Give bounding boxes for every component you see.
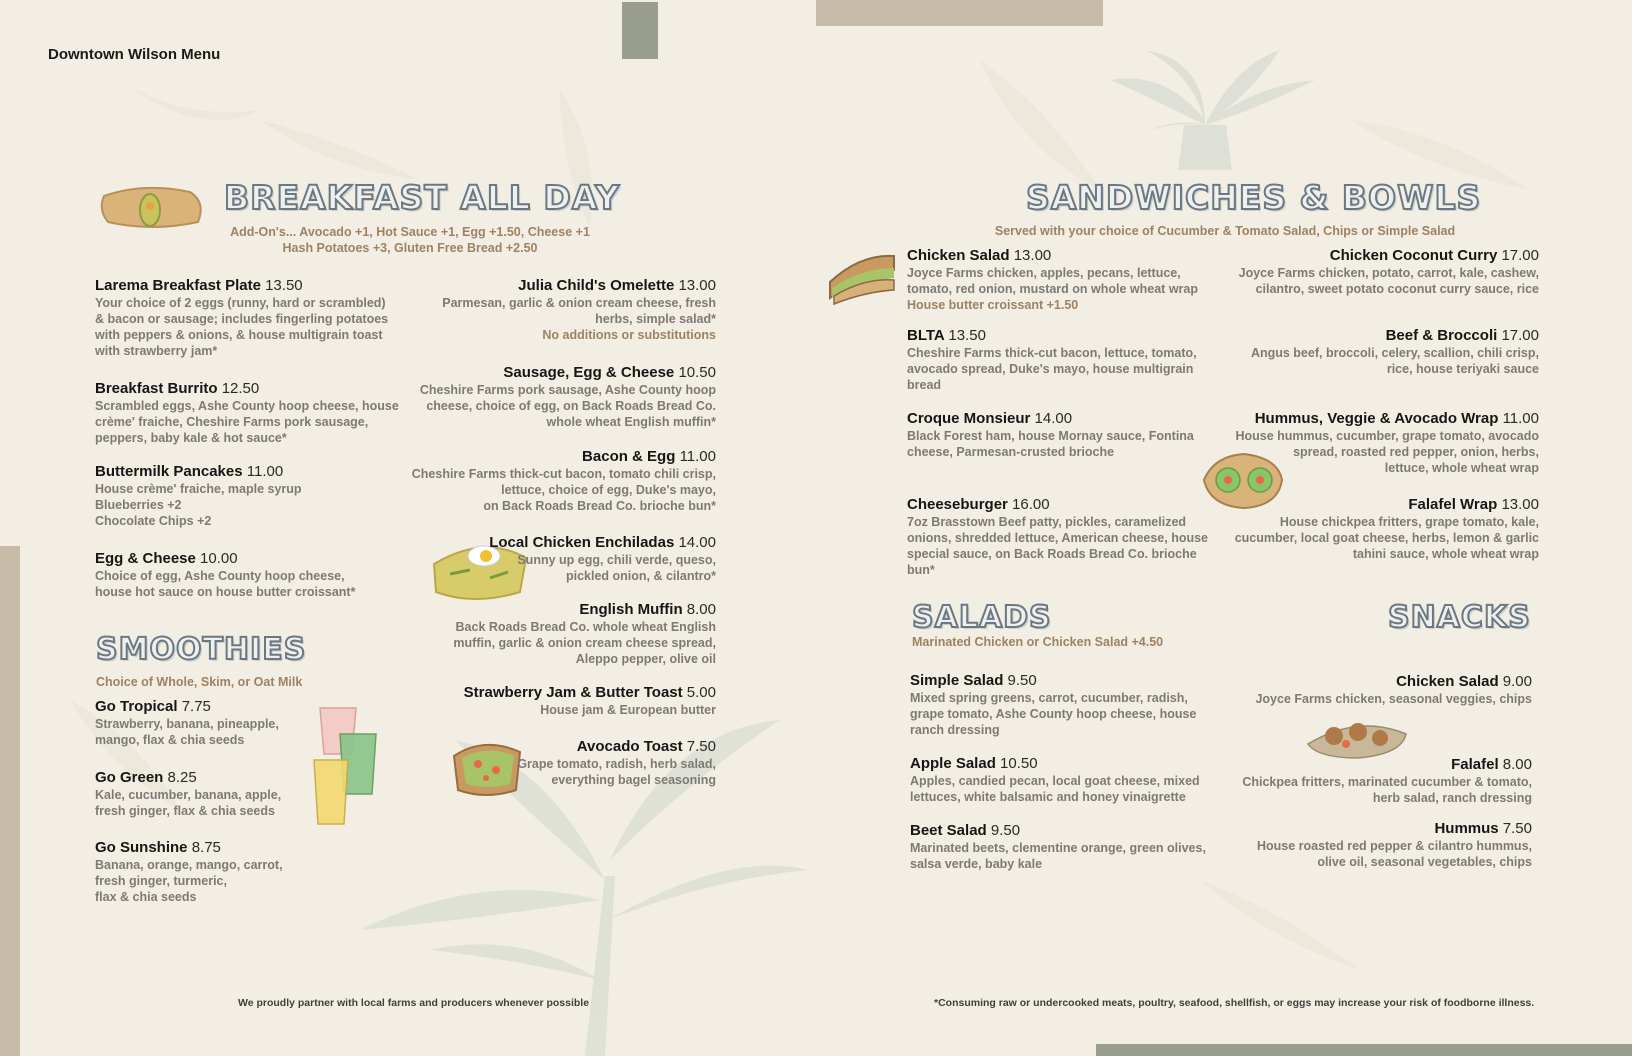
item-price: 10.50 (678, 364, 716, 381)
deco-bar-tan-top (816, 0, 1103, 26)
item-description: Choice of egg, Ashe County hoop cheese, (95, 569, 345, 583)
item-price: 17.00 (1501, 327, 1539, 344)
item-name (95, 380, 415, 398)
item-price: 8.00 (686, 601, 716, 618)
item-title: Falafel (1451, 756, 1503, 773)
item-name (95, 769, 325, 787)
item-title: Hummus, Veggie & Avocado Wrap (1254, 410, 1503, 427)
item-price: 8.00 (1502, 756, 1532, 773)
breakfast-addons-line: Add-On's... Avocado +1, Hot Sauce +1, Egg +1.50, Cheese +1 (230, 225, 590, 239)
item-description: salsa verde, baby kale (910, 857, 1043, 871)
item-description: 7oz Brasstown Beef patty, pickles, caramelized (907, 515, 1187, 529)
item-title: Hummus (1434, 820, 1503, 837)
item-name (1226, 496, 1539, 514)
item-title: Beef & Broccoli (1385, 327, 1502, 344)
item-description: Chickpea fritters, marinated cucumber & tomato, (1242, 775, 1532, 789)
breakfast-addons (206, 224, 614, 256)
menu-item (95, 698, 325, 748)
item-price: 11.00 (1502, 410, 1539, 427)
menu-item (907, 410, 1217, 460)
item-name (907, 327, 1217, 345)
item-price: 13.00 (678, 277, 716, 294)
item-name (95, 550, 415, 568)
menu-item (907, 247, 1217, 313)
item-description: Cheshire Farms thick-cut bacon, lettuce, tomato, (907, 346, 1197, 360)
item-title: Julia Child's Omelette (518, 277, 679, 294)
item-description: crème' fraiche, Cheshire Farms pork sausage, (95, 415, 369, 429)
menu-item (95, 550, 415, 600)
item-description: House chickpea fritters, grape tomato, kale, (1279, 515, 1539, 529)
item-name (1226, 820, 1532, 838)
item-name (95, 839, 325, 857)
item-note: No additions or substitutions (542, 328, 716, 342)
menu-item (396, 448, 716, 514)
item-price: 9.50 (990, 822, 1021, 839)
item-price: 9.00 (1502, 673, 1532, 690)
item-name (1226, 410, 1539, 428)
item-title: English Muffin (579, 601, 687, 618)
menu-item (396, 684, 716, 718)
item-title: Chicken Coconut Curry (1329, 247, 1502, 264)
item-description: Apples, candied pecan, local goat cheese, mixed (910, 774, 1200, 788)
item-description: olive oil, seasonal vegetables, chips (1317, 855, 1532, 869)
item-description: tomato, red onion, mustard on whole wheat wrap (907, 282, 1198, 296)
item-title: Chicken Salad (1396, 673, 1503, 690)
item-description: Angus beef, broccoli, celery, scallion, chili crisp, (1250, 346, 1539, 360)
item-description: special sauce, on Back Roads Bread Co. brioche (907, 547, 1197, 561)
menu-item (396, 364, 716, 430)
item-name (396, 601, 716, 619)
item-name (95, 698, 325, 716)
item-description: Aleppo pepper, olive oil (575, 652, 716, 666)
item-name (1226, 673, 1532, 691)
item-description: lettuce, choice of egg, Duke's mayo, (501, 483, 716, 497)
item-title: Go Sunshine (95, 839, 192, 856)
item-name (396, 364, 716, 382)
item-name (1226, 247, 1539, 265)
item-description: everything bagel seasoning (551, 773, 716, 787)
item-name (396, 684, 716, 702)
menu-item (1226, 410, 1539, 476)
item-title: Chicken Salad (907, 247, 1014, 264)
breakfast-title: BREAKFAST ALL DAY (224, 178, 621, 217)
item-price: 5.00 (686, 684, 716, 701)
item-title: Croque Monsieur (907, 410, 1035, 427)
item-description: with strawberry jam* (95, 344, 218, 358)
item-title: Go Tropical (95, 698, 182, 715)
item-price: 11.00 (246, 463, 284, 480)
item-description: Joyce Farms chicken, apples, pecans, lettuce, (907, 266, 1181, 280)
item-description: herbs, simple salad* (595, 312, 716, 326)
item-note: House butter croissant +1.50 (907, 298, 1079, 312)
item-name (1226, 327, 1539, 345)
item-title: Go Green (95, 769, 168, 786)
item-price: 7.75 (181, 698, 211, 715)
menu-item (95, 839, 325, 905)
item-description: pickled onion, & cilantro* (565, 569, 716, 583)
sandwich-illustration (826, 252, 898, 308)
item-description: House hummus, cucumber, grape tomato, avocado (1235, 429, 1539, 443)
item-title: Egg & Cheese (95, 550, 201, 567)
item-price: 12.50 (221, 380, 260, 397)
menu-item (396, 277, 716, 343)
menu-item (95, 463, 415, 529)
item-description: spread, roasted red pepper, onion, herbs, (1293, 445, 1539, 459)
item-description: lettuces, white balsamic and honey vinaigrette (910, 790, 1186, 804)
footer-right: *Consuming raw or undercooked meats, poultry, seafood, shellfish, or eggs may increase your risk of foodborne illness. (934, 997, 1535, 1009)
smoothies-title: SMOOTHIES (96, 632, 307, 667)
item-description: Joyce Farms chicken, potato, carrot, kale, cashew, (1238, 266, 1539, 280)
item-price: 14.00 (678, 534, 716, 551)
item-price: 13.50 (265, 277, 303, 294)
menu-item (1226, 673, 1532, 707)
item-title: Apple Salad (910, 755, 1001, 772)
item-description: peppers, baby kale & hot sauce* (95, 431, 287, 445)
item-description: House jam & European butter (540, 703, 716, 717)
item-name (95, 463, 415, 481)
item-description: house hot sauce on house butter croissant* (95, 585, 356, 599)
item-description: bun* (907, 563, 935, 577)
item-description: with peppers & onions, & house multigrain toast (95, 328, 383, 342)
item-price: 16.00 (1012, 496, 1050, 513)
menu-item (396, 534, 716, 584)
menu-item (1226, 496, 1539, 562)
item-description: Banana, orange, mango, carrot, (95, 858, 283, 872)
item-price: 9.50 (1007, 672, 1037, 689)
item-description: House roasted red pepper & cilantro hummus, (1256, 839, 1532, 853)
deco-bar-sage-bottom (1096, 1044, 1632, 1056)
item-name (910, 822, 1220, 840)
item-price: 13.50 (948, 327, 986, 344)
item-price: 10.00 (200, 550, 238, 567)
item-description: whole wheat English muffin* (546, 415, 716, 429)
item-description: Parmesan, garlic & onion cream cheese, fresh (442, 296, 716, 310)
item-description: Chocolate Chips +2 (95, 514, 212, 528)
item-title: Cheeseburger (907, 496, 1013, 513)
menu-item (910, 822, 1220, 872)
item-title: BLTA (907, 327, 949, 344)
menu-title: Downtown Wilson Menu (48, 46, 221, 63)
item-title: Buttermilk Pancakes (95, 463, 247, 480)
item-description: lettuce, whole wheat wrap (1384, 461, 1539, 475)
item-description: Joyce Farms chicken, seasonal veggies, chips (1255, 692, 1532, 706)
item-title: Breakfast Burrito (95, 380, 222, 397)
item-name (910, 672, 1220, 690)
item-description: Scrambled eggs, Ashe County hoop cheese, house (95, 399, 399, 413)
item-description: on Back Roads Bread Co. brioche bun* (483, 499, 716, 513)
sandwiches-title: SANDWICHES & BOWLS (1026, 178, 1482, 217)
item-description: fresh ginger, turmeric, (95, 874, 227, 888)
item-description: muffin, garlic & onion cream cheese spread, (453, 636, 716, 650)
item-description: Your choice of 2 eggs (runny, hard or scrambled) (95, 296, 386, 310)
item-title: Bacon & Egg (582, 448, 680, 465)
item-title: Simple Salad (910, 672, 1008, 689)
item-description: Black Forest ham, house Mornay sauce, Fontina (907, 429, 1194, 443)
menu-item (1226, 247, 1539, 297)
smoothies-note: Choice of Whole, Skim, or Oat Milk (96, 675, 303, 689)
item-description: Cheshire Farms pork sausage, Ashe County hoop (419, 383, 716, 397)
item-price: 8.25 (167, 769, 197, 786)
item-description: Blueberries +2 (95, 498, 182, 512)
item-name (396, 277, 716, 295)
burrito-illustration (98, 184, 210, 236)
plant-silhouette-top (1110, 50, 1315, 170)
item-description: ranch dressing (910, 723, 1000, 737)
item-description: Sunny up egg, chili verde, queso, (517, 553, 716, 567)
item-description: Back Roads Bread Co. whole wheat English (455, 620, 716, 634)
menu-item (95, 380, 415, 446)
item-price: 13.00 (1501, 496, 1539, 513)
item-description: Kale, cucumber, banana, apple, (95, 788, 282, 802)
item-price: 13.00 (1013, 247, 1052, 264)
item-description: House crème' fraiche, maple syrup (95, 482, 302, 496)
item-title: Beet Salad (910, 822, 991, 839)
item-name (907, 247, 1217, 265)
menu-item (396, 601, 716, 667)
menu-item (907, 327, 1217, 393)
menu-item (95, 769, 325, 819)
item-price: 14.00 (1034, 410, 1073, 427)
item-description: Grape tomato, radish, herb salad, (517, 757, 716, 771)
item-title: Falafel Wrap (1408, 496, 1502, 513)
item-title: Local Chicken Enchiladas (489, 534, 679, 551)
item-title: Sausage, Egg & Cheese (503, 364, 679, 381)
item-description: mango, flax & chia seeds (95, 733, 245, 747)
item-name (907, 410, 1217, 428)
item-name (1226, 756, 1532, 774)
item-description: cilantro, sweet potato coconut curry sauce, rice (1255, 282, 1539, 296)
menu-item (910, 672, 1220, 738)
item-price: 17.00 (1501, 247, 1539, 264)
footer-left: We proudly partner with local farms and producers whenever possible (238, 997, 590, 1009)
menu-item (907, 496, 1217, 578)
item-description: tahini sauce, whole wheat wrap (1352, 547, 1539, 561)
item-description: herb salad, ranch dressing (1372, 791, 1532, 805)
salads-title: SALADS (912, 600, 1052, 635)
deco-bar-tan-left (0, 546, 20, 1056)
item-name (95, 277, 415, 295)
salads-note: Marinated Chicken or Chicken Salad +4.50 (912, 635, 1164, 649)
item-description: flax & chia seeds (95, 890, 197, 904)
item-title: Avocado Toast (576, 738, 687, 755)
item-price: 10.50 (1000, 755, 1038, 772)
item-price: 7.50 (1502, 820, 1532, 837)
item-description: fresh ginger, flax & chia seeds (95, 804, 275, 818)
menu-item (1226, 327, 1539, 377)
item-description: & bacon or sausage; includes fingerling potatoes (95, 312, 389, 326)
item-description: cucumber, local goat cheese, herbs, lemon & garlic (1234, 531, 1539, 545)
item-name (907, 496, 1217, 514)
item-description: rice, house teriyaki sauce (1386, 362, 1539, 376)
item-description: onions, shredded lettuce, American cheese, house (907, 531, 1209, 545)
menu-item (1226, 756, 1532, 806)
menu-item (1226, 820, 1532, 870)
menu-item (95, 277, 415, 359)
sandwiches-note: Served with your choice of Cucumber & Tomato Salad, Chips or Simple Salad (994, 224, 1456, 238)
item-name (396, 534, 716, 552)
item-name (396, 738, 716, 756)
item-description: cheese, Parmesan-crusted brioche (907, 445, 1115, 459)
item-description: cheese, choice of egg, on Back Roads Bread Co. (426, 399, 716, 413)
item-title: Strawberry Jam & Butter Toast (463, 684, 687, 701)
item-price: 7.50 (686, 738, 716, 755)
item-description: bread (907, 378, 942, 392)
snacks-title: SNACKS (1388, 600, 1531, 635)
breakfast-addons-line: Hash Potatoes +3, Gluten Free Bread +2.50 (282, 241, 538, 255)
item-description: Marinated beets, clementine orange, green olives, (910, 841, 1206, 855)
item-price: 8.75 (191, 839, 221, 856)
item-description: avocado spread, Duke's mayo, house multigrain (907, 362, 1194, 376)
item-price: 11.00 (679, 448, 716, 465)
menu-item (396, 738, 716, 788)
item-description: Mixed spring greens, carrot, cucumber, radish, (910, 691, 1188, 705)
item-name (396, 448, 716, 466)
item-description: grape tomato, Ashe County hoop cheese, house (910, 707, 1197, 721)
item-title: Larema Breakfast Plate (95, 277, 266, 294)
deco-bar-sage-top (622, 2, 658, 59)
item-name (910, 755, 1220, 773)
item-description: Cheshire Farms thick-cut bacon, tomato chili crisp, (411, 467, 716, 481)
item-description: Strawberry, banana, pineapple, (95, 717, 279, 731)
menu-item (910, 755, 1220, 805)
